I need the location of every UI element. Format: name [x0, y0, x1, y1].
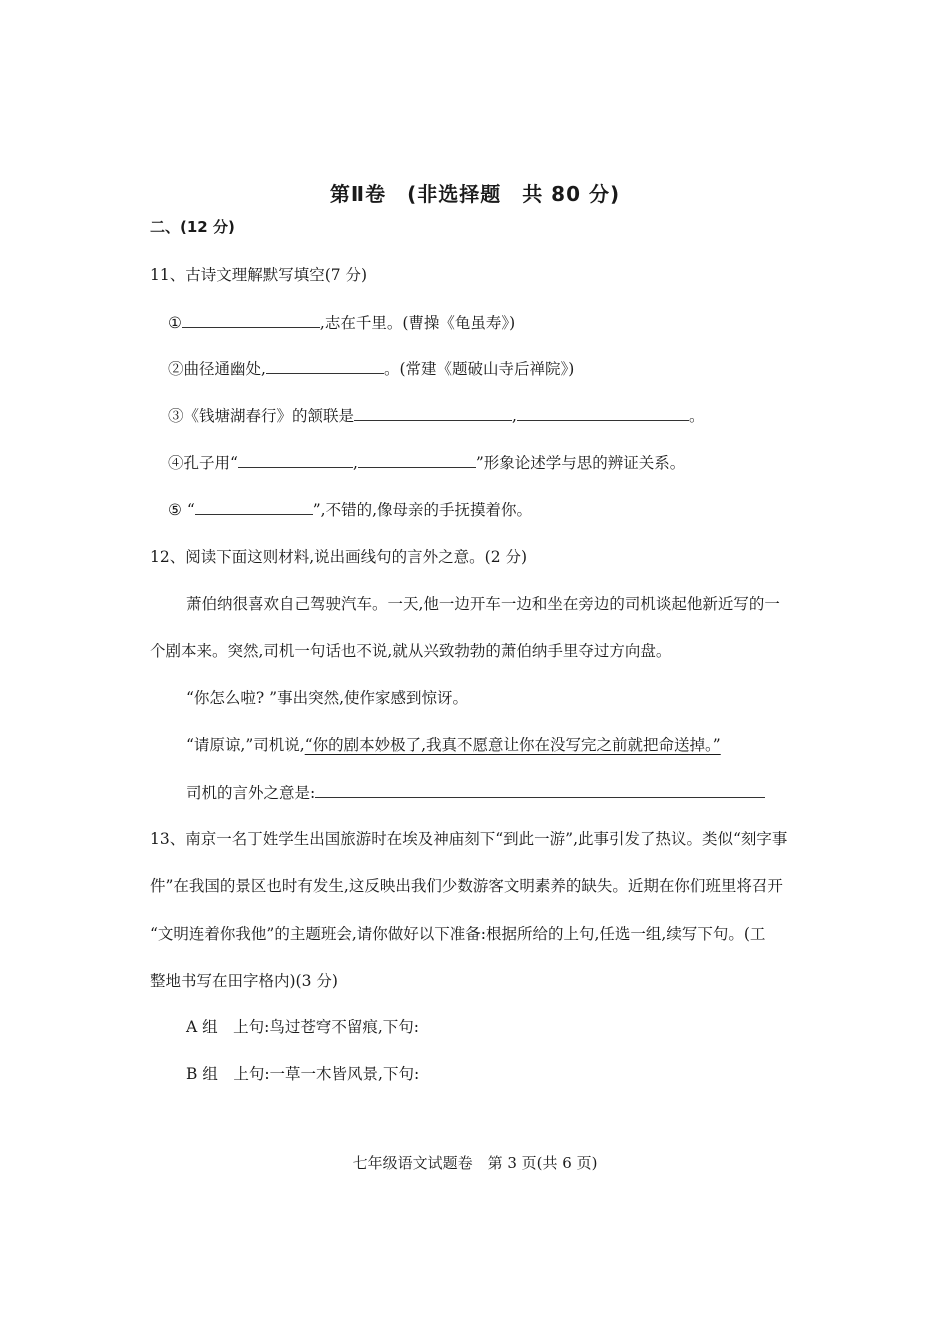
page-footer: 七年级语文试题卷 第 3 页(共 6 页) [352, 1154, 598, 1172]
q11-item-3-mid: , [512, 407, 517, 425]
q11-item-5-blank[interactable] [195, 500, 313, 515]
q11-item-1-after: ,志在千里。(曹操《龟虽寿》) [319, 314, 516, 332]
q12-paragraph-3 [186, 734, 721, 756]
q11-item-5 [168, 499, 532, 521]
q13-group-b: B 组 上句:一草一木皆风景,下句: [186, 1065, 420, 1083]
q11-item-1-blank[interactable] [182, 313, 320, 328]
q12-answer-line [186, 782, 765, 804]
q11-item-2 [168, 358, 574, 380]
q12-paragraph-3-plain: “请原谅,”司机说, [186, 736, 305, 754]
q11-item-4-mid: , [352, 454, 358, 472]
q11-item-4-blank-2[interactable] [358, 453, 476, 468]
q11-stem: 11、古诗文理解默写填空(7 分) [150, 266, 368, 284]
q13-line-2: 件”在我国的景区也时有发生,这反映出我们少数游客文明素养的缺失。近期在你们班里将召开 [150, 877, 783, 895]
section-two-label: 二、(12 分) [150, 218, 235, 236]
q11-item-3-blank-1[interactable] [354, 406, 512, 421]
q13-line-3: “文明连着你我他”的主题班会,请你做好以下准备:根据所给的上句,任选一组,续写下句。(工 [150, 925, 766, 943]
q11-item-3-after: 。 [688, 407, 705, 425]
q12-underlined-sentence: “你的剧本妙极了,我真不愿意让你在没写完之前就把命送掉。” [304, 736, 721, 754]
q11-item-2-blank[interactable] [266, 359, 384, 374]
q13-line-1: 13、南京一名丁姓学生出国旅游时在埃及神庙刻下“到此一游”,此事引发了热议。类似“刻字事 [150, 830, 788, 848]
q12-answer-label: 司机的言外之意是: [186, 784, 316, 802]
q13-line-4: 整地书写在田字格内)(3 分) [150, 972, 338, 990]
q11-item-5-after: ”,不错的,像母亲的手抚摸着你。 [312, 501, 533, 519]
q11-item-3-before: ③《钱塘湖春行》的颔联是 [168, 407, 355, 425]
q12-paragraph-1a: 萧伯纳很喜欢自己驾驶汽车。一天,他一边开车一边和坐在旁边的司机谈起他新近写的一 [186, 595, 780, 613]
q11-item-1 [168, 312, 515, 334]
q12-paragraph-1b: 个剧本来。突然,司机一句话也不说,就从兴致勃勃的萧伯纳手里夺过方向盘。 [150, 642, 672, 660]
q13-group-a: A 组 上句:鸟过苍穹不留痕,下句: [186, 1018, 419, 1036]
q11-item-4-before: ④孔子用“ [168, 454, 238, 472]
q12-stem: 12、阅读下面这则材料,说出画线句的言外之意。(2 分) [150, 548, 528, 566]
section-title: 第Ⅱ卷 (非选择题 共 80 分) [329, 182, 621, 206]
q11-item-3 [168, 405, 704, 427]
q12-answer-blank[interactable] [315, 783, 765, 798]
q11-item-4 [168, 452, 685, 474]
q11-item-4-blank-1[interactable] [238, 453, 353, 468]
q11-item-1-num: ① [168, 314, 182, 332]
q11-item-2-after: 。(常建《题破山寺后禅院》) [383, 360, 575, 378]
q11-item-4-after: ”形象论述学与思的辨证关系。 [475, 454, 686, 472]
q11-item-2-before: ②曲径通幽处, [168, 360, 266, 378]
q11-item-3-blank-2[interactable] [517, 406, 689, 421]
q12-paragraph-2: “你怎么啦? ”事出突然,使作家感到惊讶。 [186, 689, 469, 707]
q11-item-5-before: ⑤ “ [168, 501, 195, 519]
